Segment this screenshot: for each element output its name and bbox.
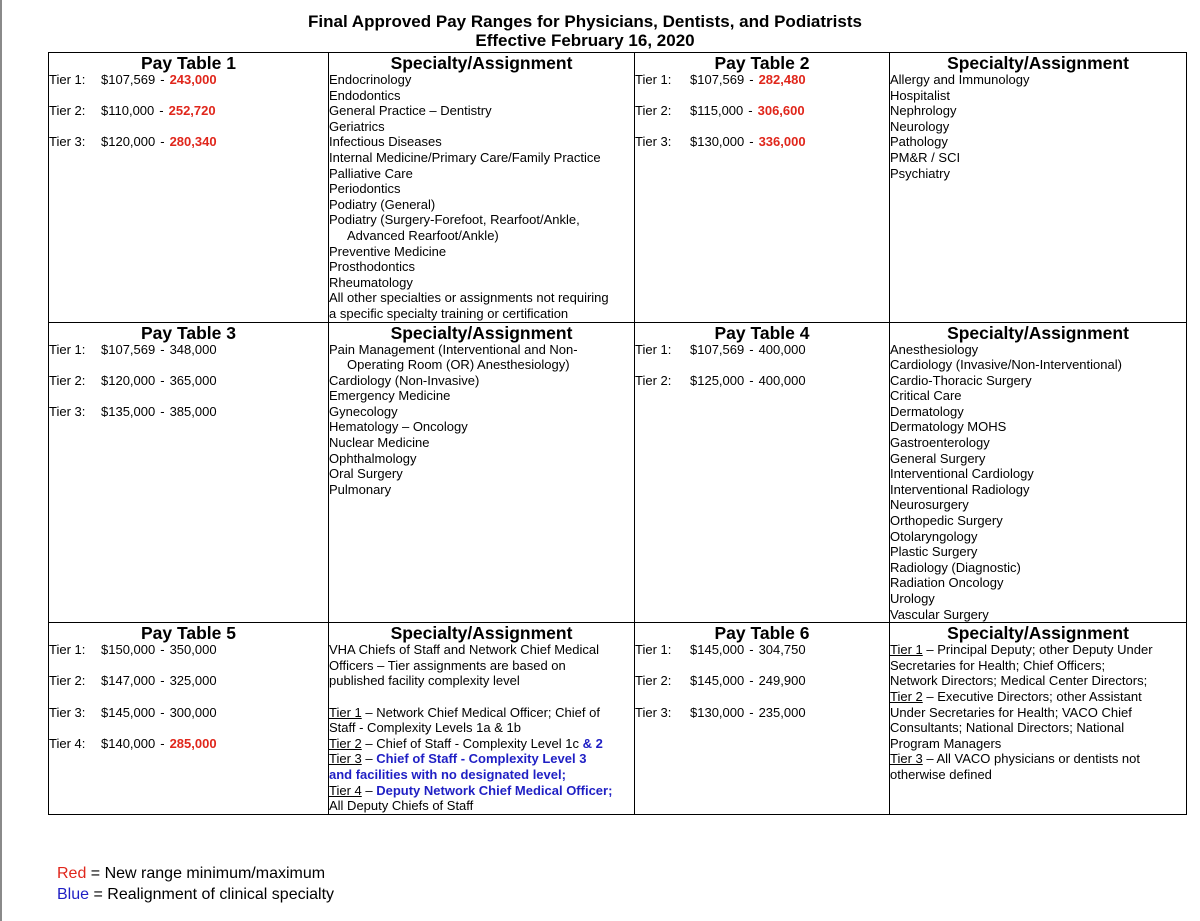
tier-3-assignment [329, 751, 634, 767]
tier-max: 282,480 [758, 72, 806, 87]
tier-row [635, 705, 889, 721]
tier-min: $110,000 [101, 103, 155, 119]
specialty-item: Infectious Diseases [329, 134, 442, 150]
specialty-item: Hospitalist [890, 87, 950, 103]
specialty-item: Vascular Surgery [890, 606, 989, 622]
tier-min: $107,569 [690, 72, 745, 87]
tier-row [49, 373, 328, 389]
assignment-text: Consultants; National Directors; National [890, 720, 1125, 736]
tier-max: 325,000 [169, 673, 217, 689]
specialty-item: Dermatology [890, 403, 964, 419]
tier-label: Tier 1: [635, 72, 672, 87]
tier-max: 235,000 [758, 704, 806, 720]
header-row-1 [49, 53, 1187, 73]
specialty-item: Gynecology [329, 403, 398, 419]
body-row-1 [49, 72, 1187, 322]
tier-min: $135,000 [101, 403, 156, 419]
specialty-item: Podiatry (General) [329, 196, 436, 212]
tier-link-label: Tier 3 [329, 751, 362, 767]
specialty-item: General Surgery [890, 450, 986, 466]
tier-2-assignment [890, 689, 1186, 705]
tier-link-label: Tier 2 [329, 735, 362, 751]
specialty-item: Pain Management (Interventional and Non- [329, 341, 578, 357]
range-dash: - [160, 704, 165, 720]
tier-label: Tier 1: [49, 642, 86, 658]
page-left-rule [0, 0, 2, 921]
specialty-item: Radiology (Diagnostic) [890, 559, 1021, 575]
specialty-item: Otolaryngology [890, 528, 978, 544]
assignment-text: – [361, 782, 377, 798]
legend-blue-word: Blue [57, 886, 90, 903]
header-row-3 [49, 623, 1187, 643]
tier-min: $115,000 [690, 103, 744, 119]
legend-red-text: = New range minimum/maximum [86, 865, 326, 882]
tier-min: $120,000 [101, 134, 156, 150]
assignment-text: Network Directors; Medical Center Directors; [890, 673, 1148, 689]
specialty-item: Gastroenterology [890, 435, 990, 451]
specialty-item: Endocrinology [329, 72, 412, 87]
tier-label: Tier 1: [49, 72, 86, 87]
tier-min: $130,000 [690, 704, 745, 720]
specialty-item: Rheumatology [329, 274, 413, 290]
body-row-2 [49, 342, 1187, 623]
specialty-item-continued: a specific specialty training or certification [329, 305, 569, 321]
range-dash: - [749, 134, 754, 150]
tier-max: 304,750 [758, 642, 806, 658]
tier-row [635, 342, 889, 358]
pay-table-4-title: Pay Table 4 [635, 322, 890, 342]
legend-red [57, 863, 325, 884]
range-dash: - [749, 673, 754, 689]
assignment-text: All Deputy Chiefs of Staff [329, 798, 474, 814]
tier-row [635, 134, 889, 150]
assignment-text: otherwise defined [890, 766, 992, 782]
tier-row [49, 705, 328, 721]
tier-link-label: Tier 1 [329, 704, 362, 720]
pay-table-1-specialties [329, 72, 635, 322]
tier-max: 243,000 [169, 72, 217, 87]
pay-table-5-title: Pay Table 5 [49, 623, 329, 643]
specialty-item: Pathology [890, 134, 948, 150]
pay-table-4-specialty-header: Specialty/Assignment [890, 322, 1187, 342]
specialty-item: Dermatology MOHS [890, 419, 1007, 435]
assignment-text: Staff - Complexity Levels 1a & 1b [329, 720, 521, 736]
assignment-intro: Officers – Tier assignments are based on [329, 657, 566, 673]
range-dash: - [160, 341, 165, 357]
specialty-item-continued: Advanced Rearfoot/Ankle) [347, 227, 499, 243]
tier-row [49, 404, 328, 420]
specialty-item: Interventional Cardiology [890, 466, 1034, 482]
specialty-item: Periodontics [329, 181, 401, 197]
specialty-item: Podiatry (Surgery-Forefoot, Rearfoot/Ankle, [329, 212, 580, 228]
tier-1-assignment [329, 705, 634, 721]
assignment-text: – Executive Directors; other Assistant [922, 688, 1142, 704]
pay-table-3-specialty-header: Specialty/Assignment [329, 322, 635, 342]
tier-label: Tier 2: [49, 372, 86, 388]
tier-max: 348,000 [169, 341, 217, 357]
range-dash: - [160, 372, 165, 388]
tier-row [49, 134, 328, 150]
tier-link-label: Tier 2 [890, 688, 923, 704]
legend-blue [57, 884, 334, 905]
range-dash: - [749, 72, 754, 87]
assignment-text: – Network Chief Medical Officer; Chief of [361, 704, 600, 720]
range-dash: - [160, 642, 165, 658]
tier-row [635, 673, 889, 689]
specialty-item: Interventional Radiology [890, 481, 1030, 497]
specialty-item: Internal Medicine/Primary Care/Family Practice [329, 149, 601, 165]
tier-4-assignment [329, 783, 634, 799]
realigned-text: and facilities with no designated level; [329, 766, 566, 782]
specialty-item: Prosthodontics [329, 259, 415, 275]
tier-1-assignment [890, 642, 1186, 658]
tier-row [49, 103, 328, 119]
tier-label: Tier 2: [635, 372, 672, 388]
tier-label: Tier 1: [635, 341, 672, 357]
tier-min: $150,000 [101, 642, 156, 658]
tier-2-assignment [329, 736, 634, 752]
tier-max: 350,000 [169, 642, 217, 658]
range-dash: - [749, 642, 754, 658]
pay-table-6-specialty-header: Specialty/Assignment [890, 623, 1187, 643]
tier-max: 365,000 [169, 372, 217, 388]
tier-label: Tier 3: [49, 403, 86, 419]
pay-ranges-table [48, 52, 1187, 815]
specialty-item: Oral Surgery [329, 466, 403, 482]
specialty-item: Critical Care [890, 388, 962, 404]
tier-row [49, 736, 328, 752]
tier-max: 400,000 [758, 341, 806, 357]
spacer [329, 689, 634, 705]
tier-row [49, 642, 328, 658]
specialty-item: Nephrology [890, 103, 957, 119]
tier-max: 385,000 [169, 403, 217, 419]
tier-label: Tier 2: [49, 673, 86, 689]
specialty-item: Orthopedic Surgery [890, 513, 1003, 529]
tier-max: 252,720 [168, 103, 216, 119]
tier-min: $140,000 [101, 735, 156, 751]
tier-min: $145,000 [690, 673, 745, 689]
range-dash: - [160, 134, 165, 150]
pay-table-2-tiers [635, 72, 890, 322]
tier-label: Tier 3: [49, 704, 86, 720]
tier-label: Tier 3: [635, 704, 672, 720]
tier-row [635, 373, 889, 389]
tier-link-label: Tier 1 [890, 642, 923, 658]
assignment-text: – Chief of Staff - Complexity Level 1c [361, 735, 583, 751]
tier-max: 285,000 [169, 735, 217, 751]
pay-table-6-title: Pay Table 6 [635, 623, 890, 643]
specialty-item: Geriatrics [329, 118, 385, 134]
tier-link-label: Tier 3 [890, 751, 923, 767]
header-row-2 [49, 322, 1187, 342]
specialty-item: Hematology – Oncology [329, 419, 468, 435]
range-dash: - [748, 103, 753, 119]
assignment-text: Program Managers [890, 735, 1002, 751]
assignment-text: Secretaries for Health; Chief Officers; [890, 657, 1106, 673]
tier-row [49, 342, 328, 358]
assignment-text: – [361, 751, 377, 767]
pay-table-4-tiers [635, 342, 890, 623]
range-dash: - [160, 673, 165, 689]
specialty-item: Cardiology (Invasive/Non-Interventional) [890, 357, 1122, 373]
tier-row [635, 72, 889, 88]
pay-table-2-specialties [890, 72, 1187, 322]
tier-3-assignment [890, 751, 1186, 767]
tier-max: 400,000 [758, 372, 806, 388]
tier-link-label: Tier 4 [329, 782, 362, 798]
tier-min: $107,569 [690, 341, 745, 357]
tier-min: $107,569 [101, 341, 156, 357]
pay-table-3-tiers [49, 342, 329, 623]
tier-min: $125,000 [690, 372, 745, 388]
range-dash: - [749, 341, 754, 357]
specialty-item: All other specialties or assignments not requiring [329, 290, 609, 306]
tier-min: $120,000 [101, 372, 156, 388]
assignment-intro: published facility complexity level [329, 673, 520, 689]
specialty-item: Plastic Surgery [890, 544, 978, 560]
specialty-item: Anesthesiology [890, 341, 979, 357]
specialty-item: Radiation Oncology [890, 575, 1004, 591]
tier-min: $145,000 [101, 704, 156, 720]
range-dash: - [749, 704, 754, 720]
tier-max: 280,340 [169, 134, 217, 150]
page-subtitle-effective-date: Effective February 16, 2020 [475, 31, 695, 50]
specialty-item: Cardio-Thoracic Surgery [890, 372, 1032, 388]
range-dash: - [160, 403, 165, 419]
specialty-item: Nuclear Medicine [329, 435, 430, 451]
pay-table-5-tiers [49, 642, 329, 814]
tier-max: 249,900 [758, 673, 806, 689]
tier-label: Tier 1: [635, 642, 672, 658]
specialty-item: Pulmonary [329, 481, 392, 497]
tier-max: 300,000 [169, 704, 217, 720]
body-row-3 [49, 642, 1187, 814]
tier-max: 336,000 [758, 134, 806, 150]
tier-label: Tier 2: [49, 103, 86, 119]
specialty-item: PM&R / SCI [890, 149, 961, 165]
legend-red-word: Red [57, 865, 87, 882]
realigned-text: Deputy Network Chief Medical Officer; [376, 782, 613, 798]
range-dash: - [749, 372, 754, 388]
assignment-text: – Principal Deputy; other Deputy Under [922, 642, 1153, 658]
pay-table-2-specialty-header: Specialty/Assignment [890, 53, 1187, 73]
specialty-item-continued: Operating Room (OR) Anesthesiology) [347, 357, 570, 373]
specialty-item: Allergy and Immunology [890, 72, 1030, 87]
tier-min: $147,000 [101, 673, 156, 689]
pay-table-6-assignments [890, 642, 1187, 814]
tier-row [49, 673, 328, 689]
pay-table-3-specialties [329, 342, 635, 623]
pay-table-1-specialty-header: Specialty/Assignment [329, 53, 635, 73]
assignment-text: – All VACO physicians or dentists not [922, 751, 1140, 767]
specialty-item: Psychiatry [890, 165, 950, 181]
tier-label: Tier 2: [635, 673, 672, 689]
specialty-item: Emergency Medicine [329, 388, 451, 404]
pay-table-2-title: Pay Table 2 [635, 53, 890, 73]
tier-label: Tier 3: [49, 134, 86, 150]
tier-min: $107,569 [101, 72, 156, 87]
specialty-item: Neurology [890, 118, 950, 134]
pay-table-5-specialty-header: Specialty/Assignment [329, 623, 635, 643]
assignment-intro: VHA Chiefs of Staff and Network Chief Medical [329, 642, 599, 658]
range-dash: - [159, 103, 164, 119]
tier-row [635, 103, 889, 119]
specialty-item: General Practice – Dentistry [329, 103, 492, 119]
pay-table-1-tiers [49, 72, 329, 322]
realigned-text: & 2 [582, 735, 603, 751]
pay-table-1-title: Pay Table 1 [49, 53, 329, 73]
tier-min: $145,000 [690, 642, 745, 658]
specialty-item: Ophthalmology [329, 450, 417, 466]
tier-row [635, 642, 889, 658]
pay-table-5-assignments [329, 642, 635, 814]
specialty-item: Neurosurgery [890, 497, 969, 513]
realigned-text: Chief of Staff - Complexity Level 3 [376, 751, 587, 767]
tier-label: Tier 4: [49, 735, 86, 751]
tier-row [49, 72, 328, 88]
pay-table-3-title: Pay Table 3 [49, 322, 329, 342]
specialty-item: Endodontics [329, 87, 401, 103]
specialty-item: Urology [890, 591, 935, 606]
specialty-item: Palliative Care [329, 165, 413, 181]
tier-label: Tier 3: [635, 134, 672, 150]
pay-table-6-tiers [635, 642, 890, 814]
legend-blue-text: = Realignment of clinical specialty [89, 886, 335, 903]
tier-max: 306,600 [757, 103, 805, 119]
specialty-item: Cardiology (Non-Invasive) [329, 372, 480, 388]
page-title: Final Approved Pay Ranges for Physicians, Dentists, and Podiatrists [308, 12, 862, 31]
range-dash: - [160, 735, 165, 751]
assignment-text: Under Secretaries for Health; VACO Chief [890, 704, 1132, 720]
tier-min: $130,000 [690, 134, 745, 150]
specialty-item: Preventive Medicine [329, 243, 447, 259]
tier-label: Tier 1: [49, 341, 86, 357]
pay-table-4-specialties [890, 342, 1187, 623]
range-dash: - [160, 72, 165, 87]
tier-label: Tier 2: [635, 103, 672, 119]
